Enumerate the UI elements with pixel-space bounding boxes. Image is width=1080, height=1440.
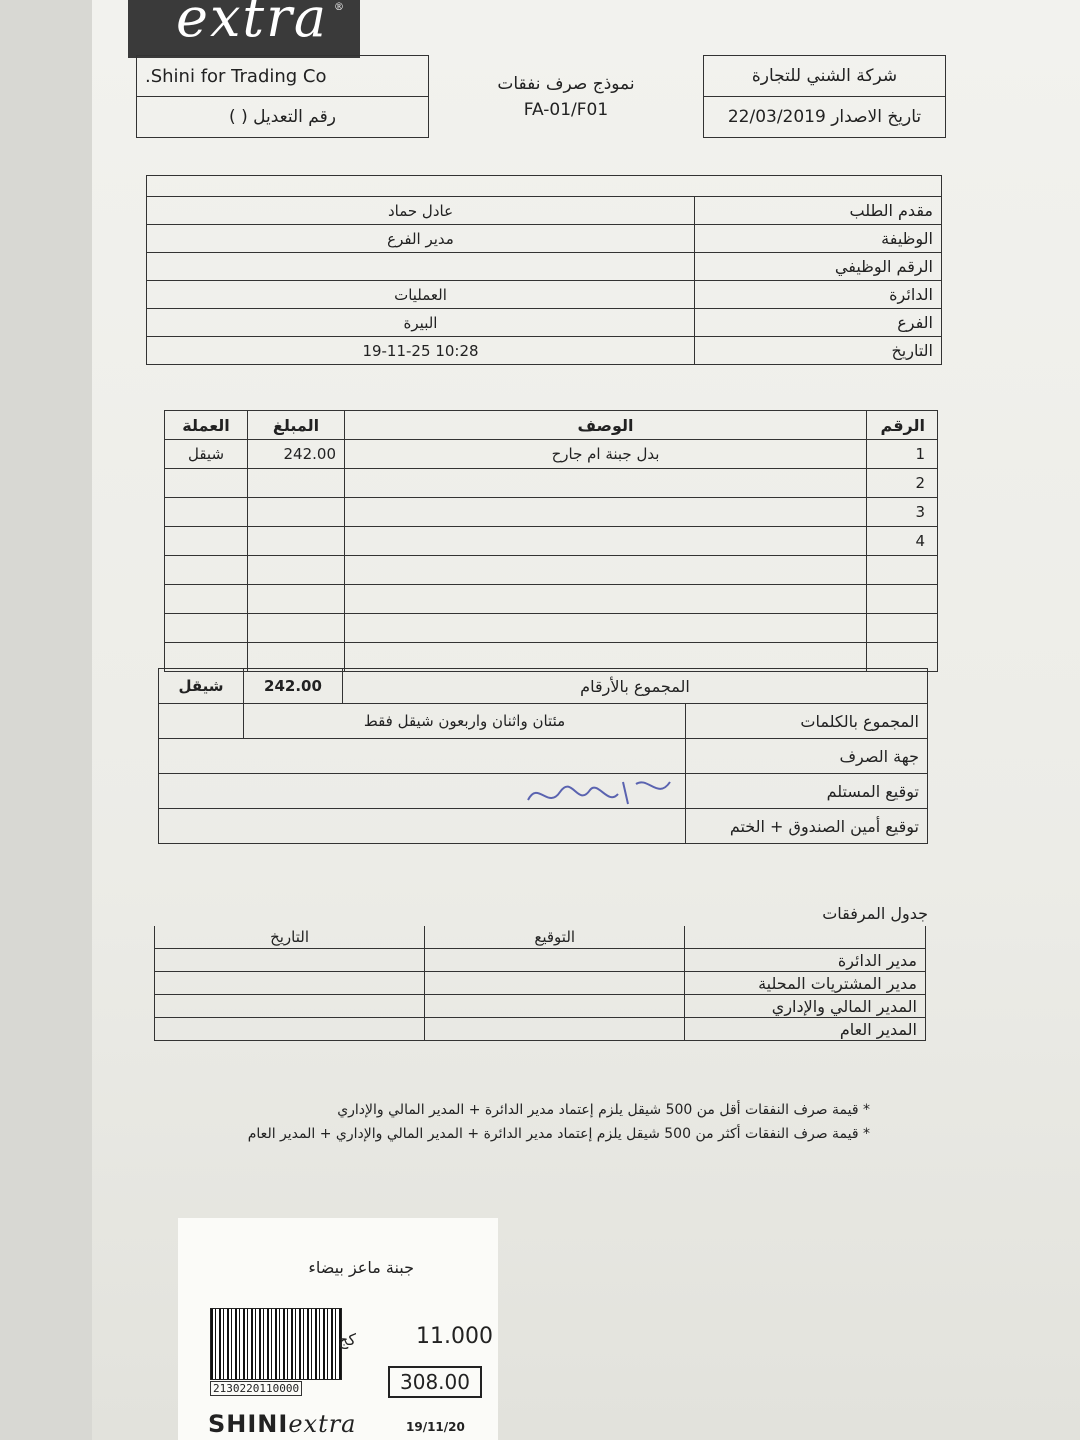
info-row <box>147 309 942 337</box>
info-row <box>147 197 942 225</box>
product-name: جبنة ماعز بيضاء <box>308 1258 414 1277</box>
item-description <box>345 585 867 614</box>
table-row <box>155 949 926 972</box>
expense-party-value <box>159 739 686 774</box>
table-row <box>155 972 926 995</box>
info-row <box>147 337 942 365</box>
item-description <box>345 614 867 643</box>
item-amount <box>248 614 345 643</box>
attachments-header-row <box>155 926 926 949</box>
item-amount: 242.00 <box>248 440 345 469</box>
role-label: مدير المشتريات المحلية <box>685 972 926 995</box>
handwritten-signature <box>518 770 688 820</box>
role-header <box>685 926 926 949</box>
role-label: مدير الدائرة <box>685 949 926 972</box>
signature-header: التوقيع <box>425 926 685 949</box>
signature-cell <box>425 995 685 1018</box>
table-row <box>165 498 938 527</box>
item-description <box>345 556 867 585</box>
attachments-title: جدول المرفقات <box>822 904 928 923</box>
table-row <box>165 469 938 498</box>
total-words-label: المجموع بالكلمات <box>686 704 928 739</box>
item-amount <box>248 556 345 585</box>
logo-text: extra <box>176 0 329 49</box>
brand-logo <box>208 1410 357 1438</box>
scale-label-sticker <box>178 1218 498 1440</box>
employee-id-value <box>147 253 695 281</box>
form-header <box>136 55 946 138</box>
info-top-row <box>147 176 942 197</box>
item-number <box>867 614 938 643</box>
blank-cell <box>159 704 244 739</box>
price-value: 308.00 <box>388 1366 482 1398</box>
cashier-signature-label: توقيع أمين الصندوق + الختم <box>686 809 928 844</box>
barcode-number: 2130220110000 <box>210 1381 302 1396</box>
form-title-cell <box>429 56 704 138</box>
barcode-icon <box>210 1308 342 1380</box>
item-number: 4 <box>867 527 938 556</box>
company-name-ar: شركة الشني للتجارة <box>704 56 946 97</box>
total-currency: شيقل <box>159 669 244 704</box>
table-row <box>165 614 938 643</box>
table-row <box>165 585 938 614</box>
brand-bold: SHINI <box>208 1410 289 1438</box>
item-description: بدل جبنة ام جارح <box>345 440 867 469</box>
date-value: 10:28 19-11-25 <box>147 337 695 365</box>
requester-info-table <box>146 175 942 365</box>
expense-party-row <box>159 739 928 774</box>
item-amount <box>248 469 345 498</box>
table-row <box>155 1018 926 1041</box>
signature-cell <box>425 949 685 972</box>
table-row <box>165 556 938 585</box>
department-value: العمليات <box>147 281 695 309</box>
item-amount <box>248 585 345 614</box>
expense-party-label: جهة الصرف <box>686 739 928 774</box>
job-title-label: الوظيفة <box>695 225 942 253</box>
attachments-table <box>154 926 926 1041</box>
date-cell <box>155 995 425 1018</box>
item-number <box>867 556 938 585</box>
date-cell <box>155 949 425 972</box>
requester-label: مقدم الطلب <box>695 197 942 225</box>
total-numeric-row <box>159 669 928 704</box>
date-cell <box>155 1018 425 1041</box>
info-row <box>147 281 942 309</box>
item-description <box>345 498 867 527</box>
brand-script: extra <box>288 1410 357 1438</box>
date-header: التاريخ <box>155 926 425 949</box>
item-currency <box>165 498 248 527</box>
table-row <box>155 995 926 1018</box>
role-label: المدير العام <box>685 1018 926 1041</box>
employee-id-label: الرقم الوظيفي <box>695 253 942 281</box>
registered-mark-icon: ® <box>334 2 346 13</box>
total-numeric-label: المجموع بالأرقام <box>343 669 928 704</box>
sticker-date: 19/11/20 <box>406 1420 465 1434</box>
branch-value: البيرة <box>147 309 695 337</box>
number-header: الرقم <box>867 411 938 440</box>
amount-header: المبلغ <box>248 411 345 440</box>
currency-header: العملة <box>165 411 248 440</box>
date-cell <box>155 972 425 995</box>
total-words-value: مئتان واثنان واربعون شيقل فقط <box>244 704 686 739</box>
requester-value: عادل حماد <box>147 197 695 225</box>
items-header-row <box>165 411 938 440</box>
signature-cell <box>425 1018 685 1041</box>
revision-number: رقم التعديل ( ) <box>137 97 429 138</box>
item-currency <box>165 527 248 556</box>
signature-cell <box>425 972 685 995</box>
department-label: الدائرة <box>695 281 942 309</box>
issue-date: تاريخ الاصدار 22/03/2019 <box>704 97 946 138</box>
item-currency <box>165 614 248 643</box>
info-row <box>147 253 942 281</box>
item-currency <box>165 585 248 614</box>
total-numeric-value: 242.00 <box>244 669 343 704</box>
form-title: نموذج صرف نفقات <box>497 73 635 94</box>
approval-note: * قيمة صرف النفقات أقل من 500 شيقل يلزم إعتماد مدير الدائرة + المدير المالي والإداري <box>337 1102 870 1118</box>
description-header: الوصف <box>345 411 867 440</box>
table-row <box>165 527 938 556</box>
date-label: التاريخ <box>695 337 942 365</box>
item-amount <box>248 527 345 556</box>
item-number: 3 <box>867 498 938 527</box>
weight-unit: كج <box>338 1330 356 1349</box>
item-description <box>345 469 867 498</box>
item-description <box>345 527 867 556</box>
item-number: 2 <box>867 469 938 498</box>
extra-logo <box>128 0 360 58</box>
approval-note: * قيمة صرف النفقات أكثر من 500 شيقل يلزم إعتماد مدير الدائرة + المدير المالي والإداري + المدير العام <box>247 1126 870 1142</box>
info-row <box>147 225 942 253</box>
table-row <box>165 440 938 469</box>
company-name-en: .Shini for Trading Co <box>137 56 429 97</box>
role-label: المدير المالي والإداري <box>685 995 926 1018</box>
receiver-signature-label: توقيع المستلم <box>686 774 928 809</box>
expense-items-table <box>164 410 938 672</box>
item-amount <box>248 498 345 527</box>
weight-value: 11.000 <box>416 1324 493 1349</box>
branch-label: الفرع <box>695 309 942 337</box>
item-currency <box>165 556 248 585</box>
job-title-value: مدير الفرع <box>147 225 695 253</box>
total-words-row <box>159 704 928 739</box>
item-currency <box>165 469 248 498</box>
item-number: 1 <box>867 440 938 469</box>
item-number <box>867 585 938 614</box>
item-currency: شيقل <box>165 440 248 469</box>
form-code: FA-01/F01 <box>523 99 609 120</box>
